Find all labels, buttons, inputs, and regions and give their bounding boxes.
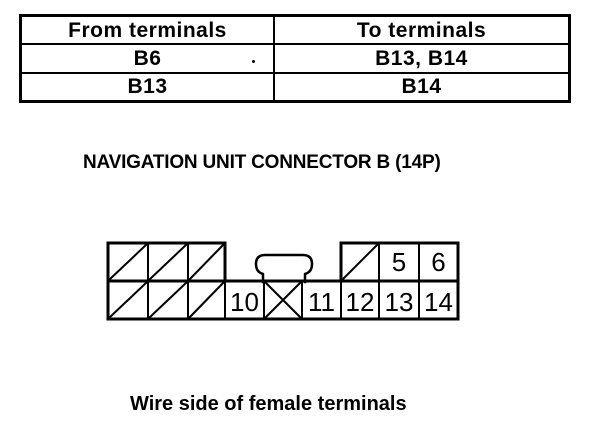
top-left-cell-block — [108, 243, 225, 281]
unused-cell-diagonal — [342, 244, 378, 280]
connector-diagram — [106, 241, 460, 323]
unused-cell-diagonal — [149, 282, 187, 318]
pin-label-6: 6 — [431, 247, 446, 277]
table-cell-to: B13, B14 — [375, 46, 468, 70]
unused-cell-diagonal — [109, 282, 147, 318]
table-cell-to: B14 — [401, 75, 442, 99]
unused-cell-diagonal — [149, 244, 187, 280]
table-cell-from: B6 — [22, 45, 275, 71]
table-row — [22, 74, 568, 100]
table-header-row — [22, 17, 568, 45]
pin-label-5: 5 — [391, 247, 407, 277]
table-header-from: From terminals — [22, 17, 275, 43]
table-cell-from: B13 — [22, 74, 275, 100]
pin-label-13: 13 — [384, 287, 414, 317]
terminal-connection-table — [19, 14, 571, 103]
pin-label-12: 12 — [345, 287, 375, 317]
unused-cell-diagonal — [189, 244, 224, 280]
table-header-to: To terminals — [356, 18, 487, 42]
latch-tab — [256, 255, 312, 282]
pin-label-10: 10 — [230, 287, 259, 317]
pin-label-11: 11 — [308, 287, 335, 317]
wire-side-caption: Wire side of female terminals — [130, 393, 407, 415]
connector-title: NAVIGATION UNIT CONNECTOR B (14P) — [83, 152, 441, 173]
pin-label-14: 14 — [424, 287, 453, 317]
scan-artifact-dot — [252, 60, 255, 63]
unused-cell-diagonal — [189, 282, 224, 318]
table-row — [22, 45, 568, 73]
keyway-x-icon — [265, 282, 301, 318]
unused-cell-diagonal — [109, 244, 147, 280]
